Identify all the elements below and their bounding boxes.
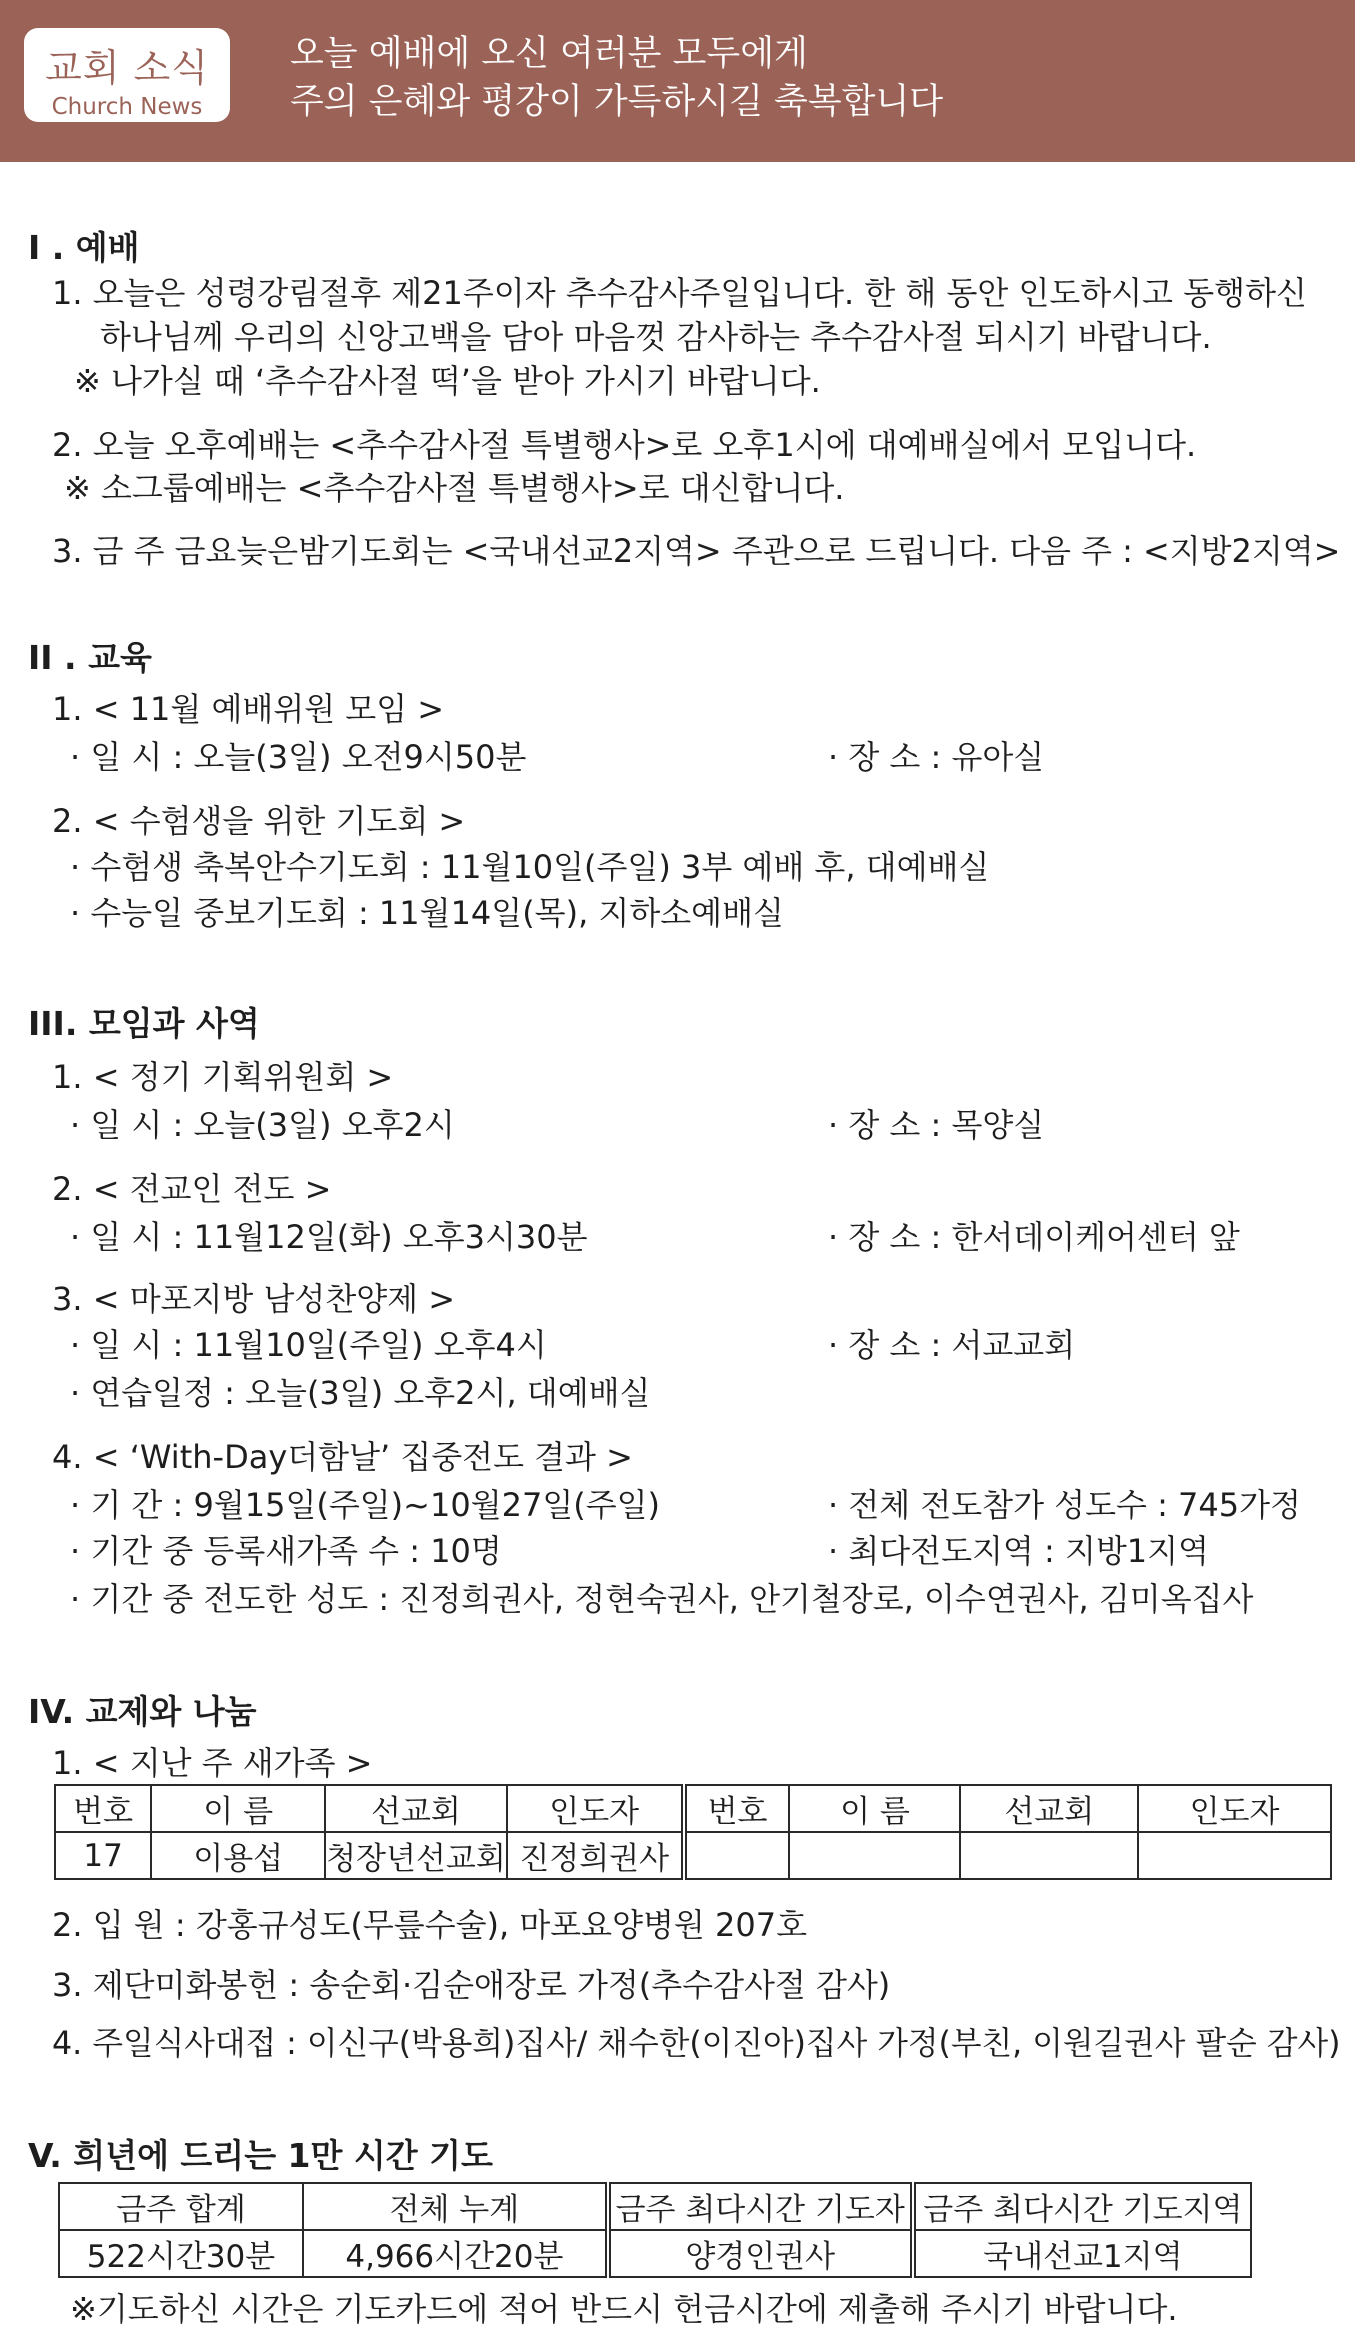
table-header-cell: 전체 누계 xyxy=(303,2183,608,2230)
header-banner xyxy=(0,0,1355,162)
table-cell xyxy=(1138,1832,1331,1879)
fellowship-item-2: 2. 입 원 : 강홍규성도(무릎수술), 마포요양병원 207호 xyxy=(52,1906,807,1944)
table-header-row xyxy=(55,1785,1331,1832)
logo-english-text: Church News xyxy=(51,94,203,120)
meet-item-4-total: · 전체 전도참가 성도수 : 745가정 xyxy=(828,1486,1301,1524)
table-header-row xyxy=(59,2183,1251,2230)
table-header-cell: 인도자 xyxy=(507,1785,684,1832)
meet-item-3-practice: · 연습일정 : 오늘(3일) 오후2시, 대예배실 xyxy=(70,1374,651,1412)
meet-item-1: 1. < 정기 기획위원회 > xyxy=(52,1058,394,1096)
table-cell: 4,966시간20분 xyxy=(303,2230,608,2277)
meet-item-3-place: · 장 소 : 서교교회 xyxy=(828,1326,1076,1364)
meet-item-2: 2. < 전교인 전도 > xyxy=(52,1170,332,1208)
table-row xyxy=(55,1832,1331,1879)
header-message-line2: 주의 은혜와 평강이 가득하시길 축복합니다 xyxy=(290,82,944,122)
table-cell: 17 xyxy=(55,1832,151,1879)
meet-item-3-time: · 일 시 : 11월10일(주일) 오후4시 xyxy=(70,1326,547,1364)
worship-item-2-note: ※ 소그룹예배는 <추수감사절 특별행사>로 대신합니다. xyxy=(64,469,845,507)
meet-item-1-time: · 일 시 : 오늘(3일) 오후2시 xyxy=(70,1106,455,1144)
table-cell xyxy=(960,1832,1138,1879)
table-header-cell: 인도자 xyxy=(1138,1785,1331,1832)
table-header-cell: 선교회 xyxy=(325,1785,507,1832)
table-header-cell: 이 름 xyxy=(789,1785,960,1832)
prayer-note: ※기도하신 시간은 기도카드에 적어 반드시 헌금시간에 제출해 주시기 바랍니다. xyxy=(70,2290,1178,2328)
new-family-table xyxy=(54,1784,1332,1880)
section-worship-title: I . 예배 xyxy=(28,228,140,267)
church-news-logo xyxy=(24,28,230,122)
worship-item-1-cont: 하나님께 우리의 신앙고백을 담아 마음껏 감사하는 추수감사절 되시기 바랍니다. xyxy=(100,318,1212,356)
table-header-cell: 번호 xyxy=(55,1785,151,1832)
edu-item-2-a: · 수험생 축복안수기도회 : 11월10일(주일) 3부 예배 후, 대예배실 xyxy=(70,848,990,886)
edu-item-1-place: · 장 소 : 유아실 xyxy=(828,738,1045,776)
worship-item-1: 1. 오늘은 성령강림절후 제21주이자 추수감사주일입니다. 한 해 동안 인도하시고 동행하신 xyxy=(52,274,1307,312)
table-cell: 국내선교1지역 xyxy=(913,2230,1251,2277)
meet-item-4: 4. < ‘With-Day더함날’ 집중전도 결과 > xyxy=(52,1438,633,1476)
section-meetings-title: III. 모임과 사역 xyxy=(28,1004,260,1043)
edu-item-2: 2. < 수험생을 위한 기도회 > xyxy=(52,802,466,840)
worship-item-3: 3. 금 주 금요늦은밤기도회는 <국내선교2지역> 주관으로 드립니다. 다음 주 : <지방2지역> xyxy=(52,532,1341,570)
header-message xyxy=(290,30,943,126)
meet-item-4-topregion: · 최다전도지역 : 지방1지역 xyxy=(828,1532,1209,1570)
table-cell: 청장년선교회 xyxy=(325,1832,507,1879)
table-header-cell: 금주 합계 xyxy=(59,2183,303,2230)
table-cell: 이용섭 xyxy=(151,1832,325,1879)
table-cell xyxy=(789,1832,960,1879)
header-message-line1: 오늘 예배에 오신 여러분 모두에게 xyxy=(290,34,808,74)
table-header-cell: 금주 최다시간 기도자 xyxy=(608,2183,913,2230)
prayer-hours-table xyxy=(58,2182,1252,2278)
meet-item-3: 3. < 마포지방 남성찬양제 > xyxy=(52,1280,456,1318)
edu-item-1: 1. < 11월 예배위원 모임 > xyxy=(52,690,445,728)
fellowship-item-3: 3. 제단미화봉헌 : 송순회·김순애장로 가정(추수감사절 감사) xyxy=(52,1966,891,2004)
table-cell: 진정희권사 xyxy=(507,1832,684,1879)
meet-item-1-place: · 장 소 : 목양실 xyxy=(828,1106,1045,1144)
meet-item-2-place: · 장 소 : 한서데이케어센터 앞 xyxy=(828,1218,1240,1256)
edu-item-2-b: · 수능일 중보기도회 : 11월14일(목), 지하소예배실 xyxy=(70,894,784,932)
fellowship-item-1: 1. < 지난 주 새가족 > xyxy=(52,1744,373,1782)
meet-item-2-time: · 일 시 : 11월12일(화) 오후3시30분 xyxy=(70,1218,588,1256)
table-cell: 522시간30분 xyxy=(59,2230,303,2277)
logo-korean-text: 교회 소식 xyxy=(45,46,209,90)
table-header-cell: 금주 최다시간 기도지역 xyxy=(913,2183,1251,2230)
meet-item-4-newfamily: · 기간 중 등록새가족 수 : 10명 xyxy=(70,1532,502,1570)
meet-item-4-members: · 기간 중 전도한 성도 : 진정희권사, 정현숙권사, 안기철장로, 이수연권사, 김미옥집사 xyxy=(70,1580,1254,1618)
table-header-cell: 이 름 xyxy=(151,1785,325,1832)
section-education-title: II . 교육 xyxy=(28,638,152,677)
section-fellowship-title: IV. 교제와 나눔 xyxy=(28,1692,257,1731)
table-header-cell: 선교회 xyxy=(960,1785,1138,1832)
section-prayer-title: V. 희년에 드리는 1만 시간 기도 xyxy=(28,2136,493,2175)
table-cell xyxy=(684,1832,790,1879)
worship-item-1-note: ※ 나가실 때 ‘추수감사절 떡’을 받아 가시기 바랍니다. xyxy=(74,362,821,400)
table-header-cell: 번호 xyxy=(684,1785,790,1832)
meet-item-4-period: · 기 간 : 9월15일(주일)~10월27일(주일) xyxy=(70,1486,661,1524)
table-cell: 양경인권사 xyxy=(608,2230,913,2277)
table-row xyxy=(59,2230,1251,2277)
worship-item-2: 2. 오늘 오후예배는 <추수감사절 특별행사>로 오후1시에 대예배실에서 모입니다. xyxy=(52,426,1197,464)
fellowship-item-4: 4. 주일식사대접 : 이신구(박용희)집사/ 채수한(이진아)집사 가정(부친, 이원길권사 팔순 감사) xyxy=(52,2024,1341,2062)
edu-item-1-time: · 일 시 : 오늘(3일) 오전9시50분 xyxy=(70,738,527,776)
